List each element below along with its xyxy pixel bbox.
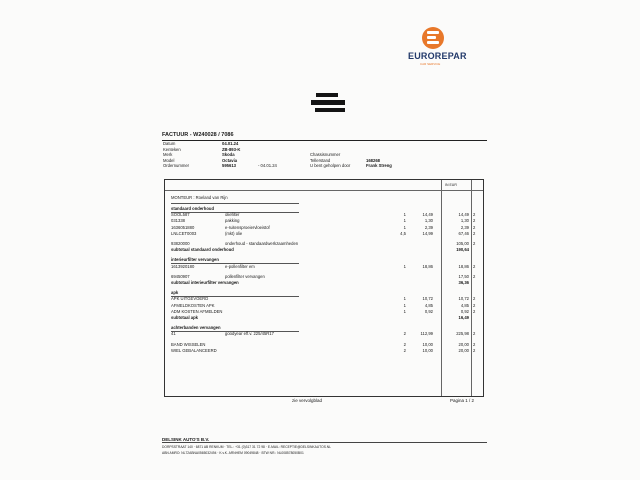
cell-code: 69450907 — [171, 273, 190, 279]
cell-vat: 2 — [473, 347, 476, 353]
cell-amount: 225,98 — [456, 331, 469, 337]
cell-qty: 1 — [403, 263, 406, 269]
company-name: DELSINK AUTO'S B.V. — [162, 437, 210, 442]
order-number-value: 595613 — [222, 163, 236, 169]
redacted-address-line-3 — [315, 108, 345, 112]
cell-amount: 4,85 — [460, 302, 469, 308]
logo-name: EUROREPAR — [408, 51, 467, 61]
cell-code: AFMELDKOSTEN APK — [171, 302, 215, 308]
cell-qty: 1 — [403, 308, 406, 314]
cell-code: interieurfilter vervangen — [171, 257, 219, 263]
cell-code: 93820000 — [171, 241, 190, 246]
cell-desc: e-ruitensproeiervloeistof — [225, 224, 270, 230]
eurorepar-logo-icon — [422, 27, 444, 49]
cell-amount: 105,00 — [456, 241, 469, 246]
cell-code: BAND WISSELEN — [171, 341, 206, 347]
cell-code: ADM KOSTEN AFMELDEN — [171, 308, 223, 314]
cell-vat: 2 — [473, 273, 476, 279]
currency-header: IN EUR — [445, 183, 457, 187]
cell-desc: (mkt) olie — [225, 230, 243, 236]
cell-price: 2,39 — [424, 224, 433, 230]
brand-value: Skoda — [222, 152, 235, 158]
cell-qty: 2 — [403, 331, 406, 337]
cell-qty: 2 — [403, 347, 406, 353]
cell-qty: 4,5 — [400, 230, 406, 236]
cell-code: WIEL GEBALANCEERD — [171, 347, 217, 353]
cell-price: 0,92 — [424, 308, 433, 314]
logo-subtitle: CAR SERVICE — [420, 62, 441, 66]
meta-right-labels: Chassisnummer Tellerstand U bent geholpen door — [310, 152, 351, 169]
cell-vat: 2 — [473, 263, 476, 269]
table-row — [165, 264, 483, 271]
order-date: - 04.01.24 — [258, 163, 277, 169]
cell-amount: 2,39 — [460, 224, 469, 230]
cell-price: 10,00 — [422, 341, 433, 347]
cell-qty: 1 — [403, 218, 406, 224]
cell-code: 41 — [171, 331, 176, 337]
cell-desc: e-pollenfilter em — [225, 263, 255, 269]
cell-code: standaard onderhoud — [171, 206, 215, 211]
cell-qty: 1 — [403, 212, 406, 218]
cell-code: 031338 — [171, 218, 185, 224]
cell-amount: 10,72 — [458, 296, 469, 302]
cell-amount: 67,46 — [458, 230, 469, 236]
subtotal-row — [165, 247, 483, 254]
cell-desc: oliefilter — [225, 212, 240, 218]
company-address: DORPSSTRAAT 140 · 6871 AB RENKUM · TEL.: +31 (0)317 31 72 98 · E-MAIL: RECEPTIE@DELSINKAUTOS.NL — [162, 445, 332, 449]
cell-code: achterbanden vervangen — [171, 325, 221, 331]
continued-note: zie vervolgblad — [292, 398, 323, 403]
invoice-lines-table — [164, 179, 484, 397]
subtotal-row — [165, 280, 483, 287]
table-row — [165, 231, 483, 238]
cell-price: 10,72 — [422, 296, 433, 302]
meta-left-labels: Datum Kenteken Merk Model Ordernummer — [163, 141, 190, 169]
cell-code: LNLCET0003 — [171, 230, 197, 236]
cell-amount: 36,36 — [458, 280, 469, 285]
cell-price: 4,85 — [424, 302, 433, 308]
cell-amount: 14,49 — [458, 212, 469, 218]
invoice-title: FACTUUR - W240028 / 7086 — [162, 132, 234, 138]
cell-amount: 18,86 — [458, 263, 469, 269]
cell-vat: 2 — [473, 212, 476, 218]
cell-qty: 1 — [403, 224, 406, 230]
cell-desc: pollenfilter vervangen — [225, 273, 265, 279]
cell-amount: 1,30 — [460, 218, 469, 224]
cell-amount: 190,64 — [456, 247, 469, 253]
cell-vat: 2 — [473, 224, 476, 230]
cell-code: APK UITGEVOERD — [171, 296, 209, 302]
meta-right-values — [366, 152, 392, 169]
cell-amount: 20,00 — [458, 341, 469, 347]
cell-qty: 1 — [403, 296, 406, 302]
cell-qty: 2 — [403, 341, 406, 347]
cell-price: 1,30 — [424, 218, 433, 224]
cell-code: 1636051880 — [171, 224, 195, 230]
cell-vat: 2 — [473, 341, 476, 347]
cell-vat: 2 — [473, 302, 476, 308]
cell-price: 10,00 — [422, 347, 433, 353]
mileage-value: 168268 — [366, 157, 380, 163]
table-row — [165, 331, 483, 338]
served-by-value: Frank Streng — [366, 163, 392, 169]
cell-code: apk — [171, 290, 179, 296]
meta-left-values — [222, 141, 240, 169]
cell-code: subtotaal standaard onderhoud — [171, 247, 234, 253]
cell-vat: 2 — [473, 230, 476, 236]
cell-amount: 20,00 — [458, 347, 469, 353]
cell-price: 14,49 — [422, 212, 433, 218]
cell-amount: 0,92 — [460, 308, 469, 314]
cell-desc: goodyear eff.v. 225/45R17 — [225, 331, 274, 337]
redacted-address-line-2 — [311, 100, 345, 105]
page-number: Pagina 1 / 2 — [450, 398, 475, 403]
mechanic-line: MONTEUR : Roeland van Rijn — [171, 195, 228, 200]
cell-vat: 2 — [473, 308, 476, 314]
plate-value: ZB-893-K — [222, 146, 241, 152]
cell-vat: 2 — [473, 331, 476, 337]
cell-desc: pakking — [225, 218, 240, 224]
footer-rule — [162, 442, 487, 443]
date-value: 04.01.24 — [222, 141, 239, 146]
cell-code: subtotaal apk — [171, 315, 198, 320]
cell-desc: onderhoud - standaardwerkzaamheden — [225, 241, 299, 246]
redacted-address-line-1 — [316, 93, 338, 97]
subtotal-row — [165, 315, 483, 322]
company-bank: ABN AMRO: NL72ABNA0565032494 · K.v.K. ARNHEM 09049848 · BTW NR.: NL008578050B01 — [162, 451, 304, 455]
cell-price: 14,99 — [422, 230, 433, 236]
cell-vat: 2 — [473, 218, 476, 224]
cell-price: 112,99 — [420, 331, 433, 337]
title-rule — [162, 140, 487, 141]
mechanic-underline — [171, 203, 299, 204]
cell-amount: 16,49 — [458, 315, 469, 320]
table-row — [165, 348, 483, 355]
cell-code: 1613920180 — [171, 263, 195, 269]
cell-qty: 1 — [403, 302, 406, 308]
cell-vat: 2 — [473, 296, 476, 302]
cell-code: SOOL587 — [171, 212, 190, 218]
table-header-rule — [165, 190, 483, 191]
model-value: Octavia — [222, 157, 238, 163]
cell-code: subtotaal interieurfilter vervangen — [171, 280, 239, 285]
cell-price: 18,86 — [422, 263, 433, 269]
cell-amount: 17,50 — [458, 273, 469, 279]
cell-vat: 2 — [473, 241, 476, 246]
